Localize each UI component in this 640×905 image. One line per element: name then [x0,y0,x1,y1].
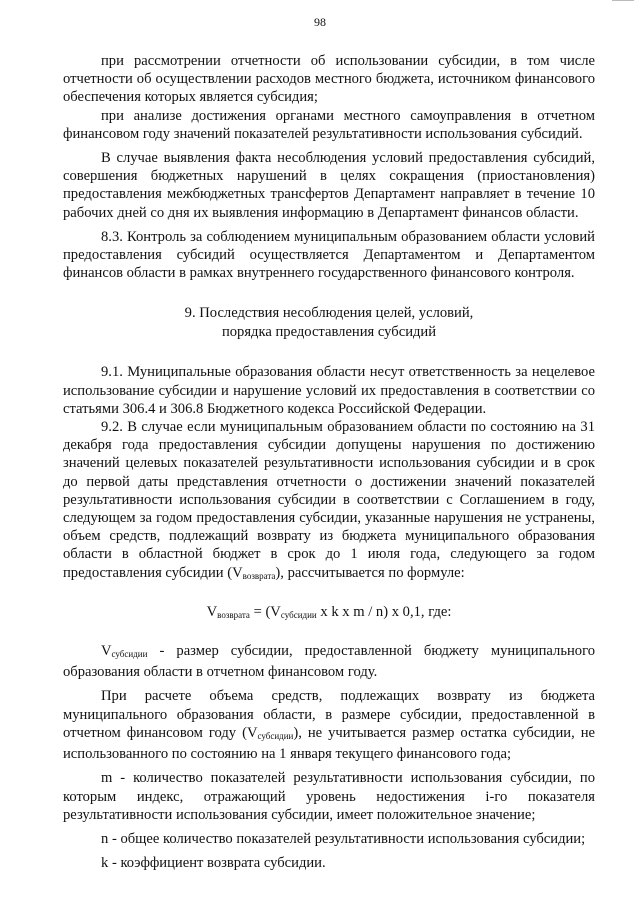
page-number: 98 [314,15,326,29]
formula-v: V [206,603,218,620]
paragraph-9-2 [63,418,595,585]
paragraph-m-definition: m - количество показателей результативности использования субсидии, по которым индекс, отражающий уровень недостижения i-го показателя результативности использования субсидии, имеет положительное значение; [63,770,595,823]
formula-eq: = (V [249,603,281,620]
section-9-heading [63,304,595,341]
p92-text: 9.2. В случае если муниципальным образованием области по состоянию на 31 декабря года предоставления субсидии допущены нарушения по достижению значений целевых показателей результативности использования субсидии и в срок до первой даты представления отчетности о достижении значений показателей результативности использования субсидии в соответствии с Соглашением в году, следующем за годом предоставления субсидии, указанные нарушения не устранены, объем средств, подлежащий возврату из бюджета муниципального образования области в областной бюджет в срок до 1 июля года, следующего за годом предоставления субсидии (V [63,419,595,581]
paragraph-8-3: 8.3. Контроль за соблюдением муниципальным образованием области условий предоставления субсидий осуществляется Департаментом и Департаментом финансов области в рамках внутреннего государственного финансового контроля. [63,228,595,282]
calc-end: ), не учитывается размер остатка субсидии, не использованного по состоянию на 1 января текущего финансового года; [63,724,595,763]
p92-end: ), рассчитывается по формуле: [275,564,465,581]
v-symbol: V [101,643,112,660]
paragraph-v-subsidy [63,642,595,681]
paragraph-calculation [63,687,595,763]
paragraph-reporting: при рассмотрении отчетности об использовании субсидии, в том числе отчетности об осуществлении расходов местного бюджета, источником финансового обеспечения которых является субсидия; [63,53,595,106]
p92-subscript: возврата [242,570,276,581]
heading-line-2: порядка предоставления субсидий [221,323,437,340]
document-body [63,52,595,872]
paragraph-k-definition: k - коэффициент возврата субсидии. [101,855,326,872]
paragraph-analysis: при анализе достижения органами местного самоуправления в отчетном финансовом году значений показателей результативности использования субсидий. [63,107,595,142]
paragraph-violation: В случае выявления факта несоблюдения условий предоставления субсидий, совершения бюджетных нарушений в целях сокращения (приостановления) предоставления межбюджетных трансфертов Департамент направляет в течение 10 рабочих дней со дня их выявления информацию в Департамент финансов области. [63,150,595,221]
formula [63,603,595,624]
scan-artifact [612,0,634,4]
calc-subscript: субсидии [257,730,294,741]
v-definition: - размер субсидии, предоставленной бюджету муниципального образования области в отчетном финансовом году. [63,643,595,681]
formula-sub-subsidy: субсидии [280,609,317,620]
formula-sub-return: возврата [217,609,250,620]
paragraph-9-1: 9.1. Муниципальные образования области несут ответственность за нецелевое использование субсидии и нарушение условий их предоставления в соответствии со статьями 306.4 и 306.8 Бюджетного кодекса Российской Федерации. [63,364,595,417]
v-subscript: субсидии [111,649,148,660]
heading-line-1: 9. Последствия несоблюдения целей, условий, [184,305,474,322]
calc-text: При расчете объема средств, подлежащих возврату из бюджета муниципального образования области, в размере субсидии, предоставленной в отчетном финансовом году (V [63,688,595,741]
formula-rest: x k x m / n) x 0,1, где: [316,603,452,620]
paragraph-n-definition: n - общее количество показателей результативности использования субсидии; [101,830,586,847]
